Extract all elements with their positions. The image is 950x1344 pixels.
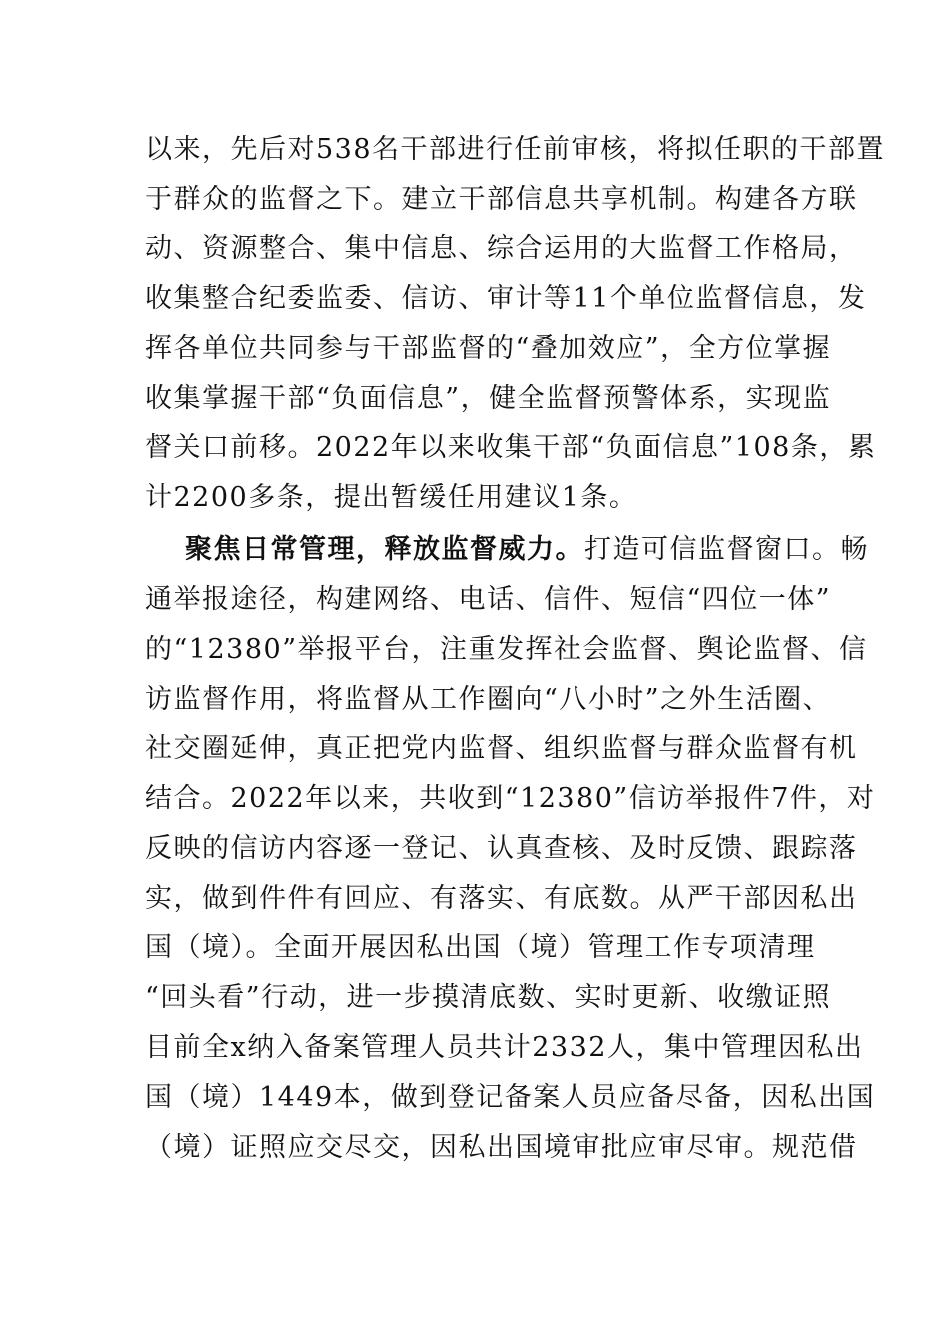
paragraph-line: “回头看”行动，进一步摸清底数、实时更新、收缴证照 [145,982,832,1013]
paragraph-line: 社交圈延伸，真正把党内监督、组织监督与群众监督有机 [145,733,858,764]
paragraph-line: 实，做到件件有回应、有落实、有底数。从严干部因私出 [145,883,858,914]
paragraph-line: 目前全x纳入备案管理人员共计2332人，集中管理因私出 [145,1032,864,1063]
paragraph-line: 国（境）。全面开展因私出国（境）管理工作专项清理 [145,932,816,963]
paragraph-line: 国（境）1449本，做到登记备案人员应备尽备，因私出国 [145,1082,876,1113]
paragraph-line: 收集掌握干部“负面信息”，健全监督预警体系，实现监 [145,383,832,414]
paragraph-line: 督关口前移。2022年以来收集干部“负面信息”108条，累 [145,432,877,463]
paragraph-line: 动、资源整合、集中信息、综合运用的大监督工作格局， [145,233,858,264]
paragraph-line: 挥各单位共同参与干部监督的“叠加效应”，全方位掌握 [145,333,832,364]
section-heading: 聚焦日常管理，释放监督威力。 [185,534,584,565]
paragraph-first-line [185,530,869,570]
paragraph-line: 于群众的监督之下。建立干部信息共享机制。构建各方联 [145,184,858,215]
paragraph-line: 结合。2022年以来，共收到“12380”信访举报件7件，对 [145,783,876,814]
paragraph-line: （境）证照应交尽交，因私出国境审批应审尽审。规范借 [145,1132,858,1163]
paragraph-line: 访监督作用，将监督从工作圈向“八小时”之外生活圈、 [145,684,832,715]
paragraph-line: 反映的信访内容逐一登记、认真查核、及时反馈、跟踪落 [145,833,858,864]
paragraph-line: 的“12380”举报平台，注重发挥社会监督、舆论监督、信 [145,634,868,665]
paragraph-line: 通举报途径，构建网络、电话、信件、短信“四位一体” [145,584,832,615]
paragraph-text: 打造可信监督窗口。畅 [584,534,869,565]
paragraph-line: 以来，先后对538名干部进行任前审核，将拟任职的干部置 [145,134,886,165]
paragraph-line: 收集整合纪委监委、信访、审计等11个单位监督信息，发 [145,283,867,314]
paragraph-line: 计2200多条，提出暂缓任用建议1条。 [145,482,638,513]
